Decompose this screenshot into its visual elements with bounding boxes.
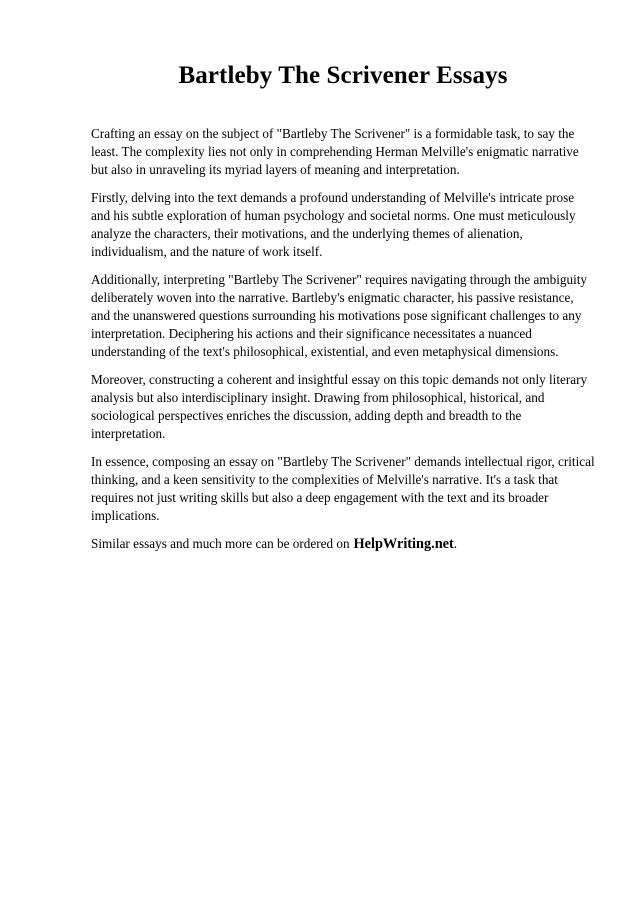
cta-text: Similar essays and much more can be ordered on	[91, 536, 350, 551]
paragraph-moreover: Moreover, constructing a coherent and insightful essay on this topic demands not only literary analysis but also interdisciplinary insight. Drawing from philosophical, historical, and sociological perspectives enriches the discussion, adding depth and breadth to the interpretation.	[91, 372, 588, 441]
paragraph-firstly: Firstly, delving into the text demands a profound understanding of Melville's intricate prose and his subtle exploration of human psychology and societal norms. One must meticulously analyze the characters, their motivations, and the underlying themes of alienation, individualism, and the nature of work itself.	[91, 190, 576, 259]
document-page	[91, 56, 595, 563]
paragraph-intro: Crafting an essay on the subject of "Bartleby The Scrivener" is a formidable task, to say the least. The complexity lies not only in comprehending Herman Melville's enigmatic narrative but also in unraveling its myriad layers of meaning and interpretation.	[91, 126, 579, 177]
paragraph-in-essence: In essence, composing an essay on "Bartleby The Scrivener" demands intellectual rigor, critical thinking, and a keen sensitivity to the complexities of Melville's narrative. It's a task that requires not just writing skills but also a deep engagement with the text and its broader implications.	[91, 454, 595, 523]
call-to-action	[91, 535, 595, 553]
cta-suffix: .	[453, 536, 458, 551]
paragraph-additionally: Additionally, interpreting "Bartleby The Scrivener" requires navigating through the ambiguity deliberately woven into the narrative. Bartleby's enigmatic character, his passive resistance, and the unanswered questions surrounding his motivations pose significant challenges to any interpretation. Deciphering his actions and their significance necessitates a nuanced understanding of the text's philosophical, existential, and even metaphysical dimensions.	[91, 272, 588, 359]
document-title: Bartleby The Scrivener Essays	[178, 62, 508, 89]
helpwriting-link[interactable]: HelpWriting.net	[353, 536, 454, 552]
